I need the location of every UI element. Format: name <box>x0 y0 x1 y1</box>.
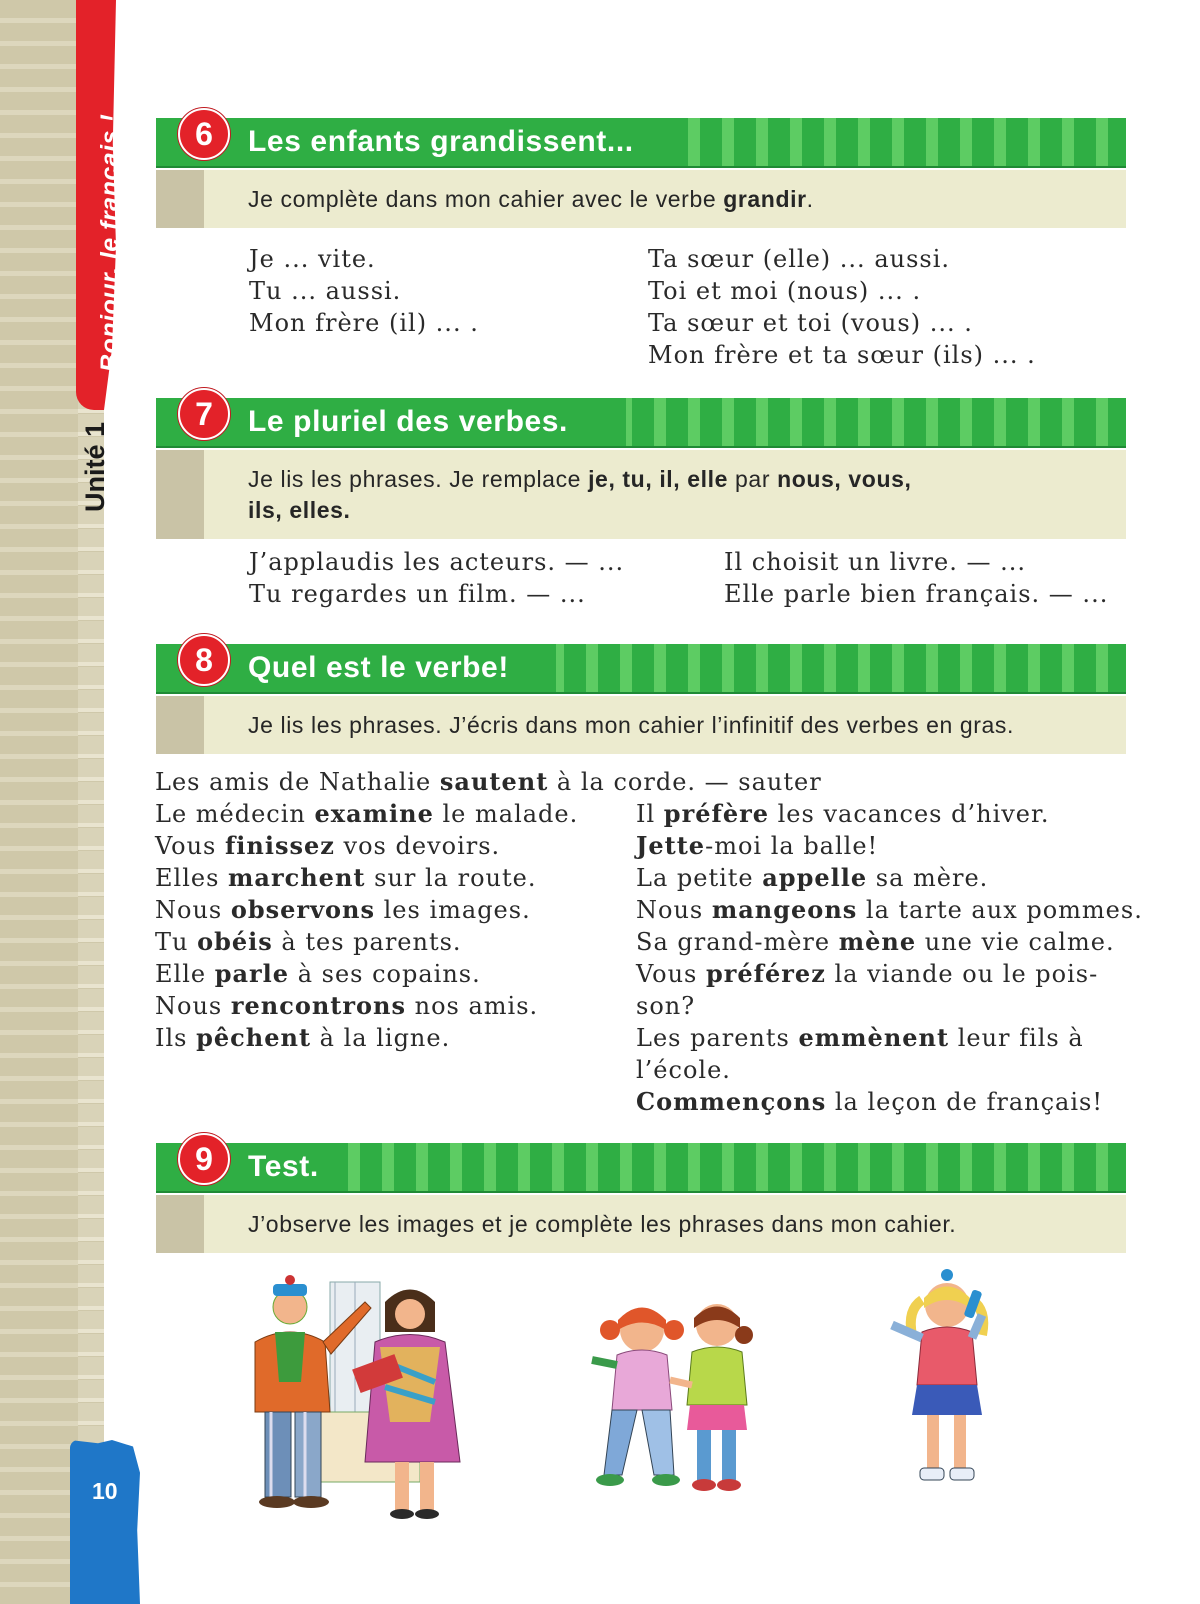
sentence: Il préfère les vacances d’hiver. <box>636 799 1050 828</box>
exercise-9-header <box>156 1143 1126 1193</box>
sentence: Tu regardes un film. — ... <box>249 580 586 608</box>
sentence: Tu ... aussi. <box>249 277 402 305</box>
exercise-8-right-column <box>636 798 1143 1118</box>
exercise-7-title: Le pluriel des verbes. <box>248 405 568 438</box>
exercise-7 <box>156 398 1126 539</box>
sentence: Elle parle à ses copains. <box>155 959 481 988</box>
exercise-6-instruction: Je complète dans mon cahier avec le verbe grandir. <box>156 170 1126 228</box>
illustration-two-girls <box>582 1290 772 1510</box>
sentence: Mon frère et ta sœur (ils) ... . <box>648 341 1036 369</box>
sentence: Je ... vite. <box>249 245 376 273</box>
exercise-7-instruction: Je lis les phrases. Je remplace je, tu, il, elle par nous, vous, ils, elles. <box>156 450 1126 539</box>
chapter-subtitle: Bonjour, le français ! <box>96 113 124 372</box>
exercise-8-left-column <box>155 798 578 1054</box>
sentence: Elles marchent sur la route. <box>155 863 537 892</box>
sentence: Vous préférez la viande ou le pois- <box>636 959 1099 988</box>
exercise-6-number: 6 <box>178 108 230 160</box>
sentence: Nous observons les images. <box>155 895 531 924</box>
sentence: Toi et moi (nous) ... . <box>648 277 922 305</box>
exercise-8-title: Quel est le verbe! <box>248 651 509 684</box>
exercise-7-header <box>156 398 1126 448</box>
illustration-girl-phone <box>882 1260 1012 1500</box>
page-number: 10 <box>92 1478 118 1504</box>
unit-label: Unité 1 <box>80 421 110 512</box>
exercise-6-title: Les enfants grandissent... <box>248 125 634 158</box>
sentence: Nous mangeons la tarte aux pommes. <box>636 895 1143 924</box>
sentence: J’applaudis les acteurs. — ... <box>249 548 625 576</box>
sentence: Ta sœur (elle) ... aussi. <box>648 245 951 273</box>
page-number-tab <box>70 1440 140 1604</box>
sentence: Nous rencontrons nos amis. <box>155 991 539 1020</box>
sentence: Tu obéis à tes parents. <box>155 927 462 956</box>
exercise-9-instruction: J’observe les images et je complète les phrases dans mon cahier. <box>156 1195 1126 1253</box>
sentence: Vous finissez vos devoirs. <box>155 831 501 860</box>
sentence: Jette-moi la balle! <box>636 831 879 860</box>
exercise-9 <box>156 1143 1126 1253</box>
exercise-8-instruction: Je lis les phrases. J’écris dans mon cahier l’infinitif des verbes en gras. <box>156 696 1126 754</box>
exercise-7-left-column <box>249 546 624 610</box>
exercise-7-number: 7 <box>178 388 230 440</box>
exercise-6 <box>156 118 1126 228</box>
exercise-9-title: Test. <box>248 1150 319 1183</box>
sentence: Commençons la leçon de français! <box>636 1087 1104 1116</box>
exercise-8-header <box>156 644 1126 694</box>
sentence: Le médecin examine le malade. <box>155 799 579 828</box>
exercise-7-right-column <box>724 546 1108 610</box>
sentence: Ta sœur et toi (vous) ... . <box>648 309 973 337</box>
exercise-6-header <box>156 118 1126 168</box>
sentence: Les parents emmènent leur fils à <box>636 1023 1084 1052</box>
illustration-two-adults <box>235 1262 475 1527</box>
exercise-8-number: 8 <box>178 634 230 686</box>
exercise-8-example <box>155 766 822 798</box>
exercise-9-number: 9 <box>178 1133 230 1185</box>
sentence: Ils pêchent à la ligne. <box>155 1023 451 1052</box>
sentence: Sa grand-mère mène une vie calme. <box>636 927 1115 956</box>
sentence: l’école. <box>636 1056 731 1084</box>
margin-stripes <box>0 0 78 1604</box>
sentence: La petite appelle sa mère. <box>636 863 989 892</box>
exercise-6-left-column <box>249 243 479 339</box>
sentence: Mon frère (il) ... . <box>249 309 479 337</box>
example-sentence: Les amis de Nathalie sautent à la corde. — sauter <box>155 767 822 796</box>
sentence: son? <box>636 992 696 1020</box>
sentence: Elle parle bien français. — ... <box>724 580 1109 608</box>
sentence: Il choisit un livre. — ... <box>724 548 1026 576</box>
exercise-6-right-column <box>648 243 1036 371</box>
exercise-8 <box>156 644 1126 754</box>
